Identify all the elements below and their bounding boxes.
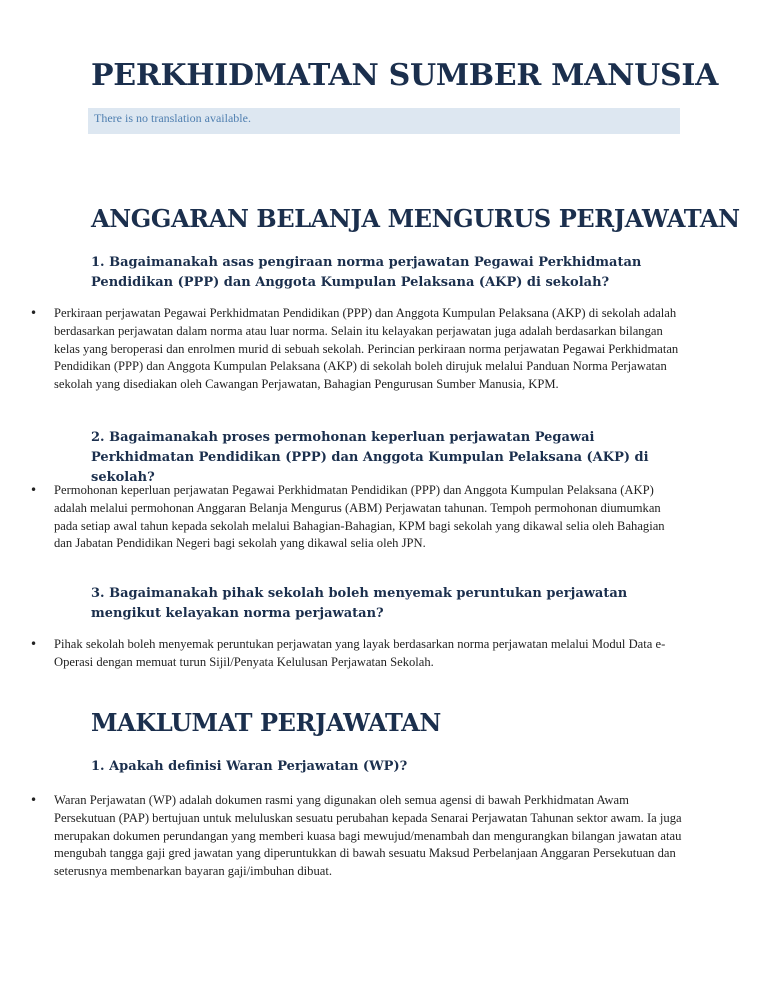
translation-note: There is no translation available. bbox=[94, 111, 251, 125]
bullet-icon: • bbox=[30, 793, 38, 807]
answer-text: Waran Perjawatan (WP) adalah dokumen rasmi yang digunakan oleh semua agensi di bawah Perkhidmatan Awam Persekutuan (PAP) bertujuan untuk meluluskan sesuatu perubahan kepada Senarai Perjawatan Tahunan sektor awam. Ia juga merupakan dokumen perundangan yang memberi kuasa bagi mewujud/menambah dan mengurangkan bilangan jawatan atau mengubah tangga gaji gred jawatan yang diperuntukkan di bawah sesuatu Maksud Perbelanjaan Anggaran Persekutuan dan seterusnya membenarkan bayaran gaji/imbuhan dibuat. bbox=[54, 793, 682, 879]
section-heading-maklumat: MAKLUMAT PERJAWATAN bbox=[91, 708, 441, 737]
answer-text: Permohonan keperluan perjawatan Pegawai Perkhidmatan Pendidikan (PPP) dan Anggota Kumpulan Pelaksana (AKP) adalah melalui permohonan Anggaran Belanja Mengurus (ABM) Perjawatan tahunan. Tempoh permohonan diumumkan pada setiap awal tahun kepada sekolah melalui Bahagian-Bahagian, KPM bagi sekolah yang dikawal selia oleh Bahagian dan Jabatan Pendidikan Negeri bagi sekolah yang dikawal selia oleh JPN. bbox=[54, 483, 665, 551]
bullet-icon: • bbox=[30, 483, 38, 497]
bullet-icon: • bbox=[30, 306, 38, 320]
bullet-icon: • bbox=[30, 637, 38, 651]
answer-text: Pihak sekolah boleh menyemak peruntukan perjawatan yang layak berdasarkan norma perjawatan melalui Modul Data e-Operasi dengan memuat turun Sijil/Penyata Kelulusan Perjawatan Sekolah. bbox=[54, 637, 666, 669]
section-heading-anggaran: ANGGARAN BELANJA MENGURUS PERJAWATAN bbox=[91, 204, 740, 233]
translation-note-box bbox=[88, 108, 680, 134]
question-2: 2. Bagaimanakah proses permohonan keperluan perjawatan Pegawai Perkhidmatan Pendidikan (PPP) dan Anggota Kumpulan Pelaksana (AKP) di sekolah? bbox=[91, 430, 649, 485]
question-3: 3. Bagaimanakah pihak sekolah boleh menyemak peruntukan perjawatan mengikut kelayakan norma perjawatan? bbox=[91, 586, 628, 621]
answer-text: Perkiraan perjawatan Pegawai Perkhidmatan Pendidikan (PPP) dan Anggota Kumpulan Pelaksana (AKP) di sekolah adalah berdasarkan perjawatan dalam norma atau luar norma. Selain itu kelayakan perjawatan juga adalah berdasarkan bilangan kelas yang beroperasi dan enrolmen murid di sebuah sekolah. Perincian perkiraan norma perjawatan Pegawai Perkhidmatan Pendidikan (PPP) dan Anggota Kumpulan Pelaksana (AKP) di sekolah boleh dirujuk melalui Panduan Norma Perjawatan sekolah yang disediakan oleh Cawangan Perjawatan, Bahagian Pengurusan Sumber Manusia, KPM. bbox=[54, 306, 679, 392]
question-wp-definition: 1. Apakah definisi Waran Perjawatan (WP)? bbox=[91, 759, 408, 774]
page-title: PERKHIDMATAN SUMBER MANUSIA bbox=[91, 58, 719, 93]
question-1: 1. Bagaimanakah asas pengiraan norma perjawatan Pegawai Perkhidmatan Pendidikan (PPP) dan Anggota Kumpulan Pelaksana (AKP) di sekolah? bbox=[91, 255, 642, 290]
